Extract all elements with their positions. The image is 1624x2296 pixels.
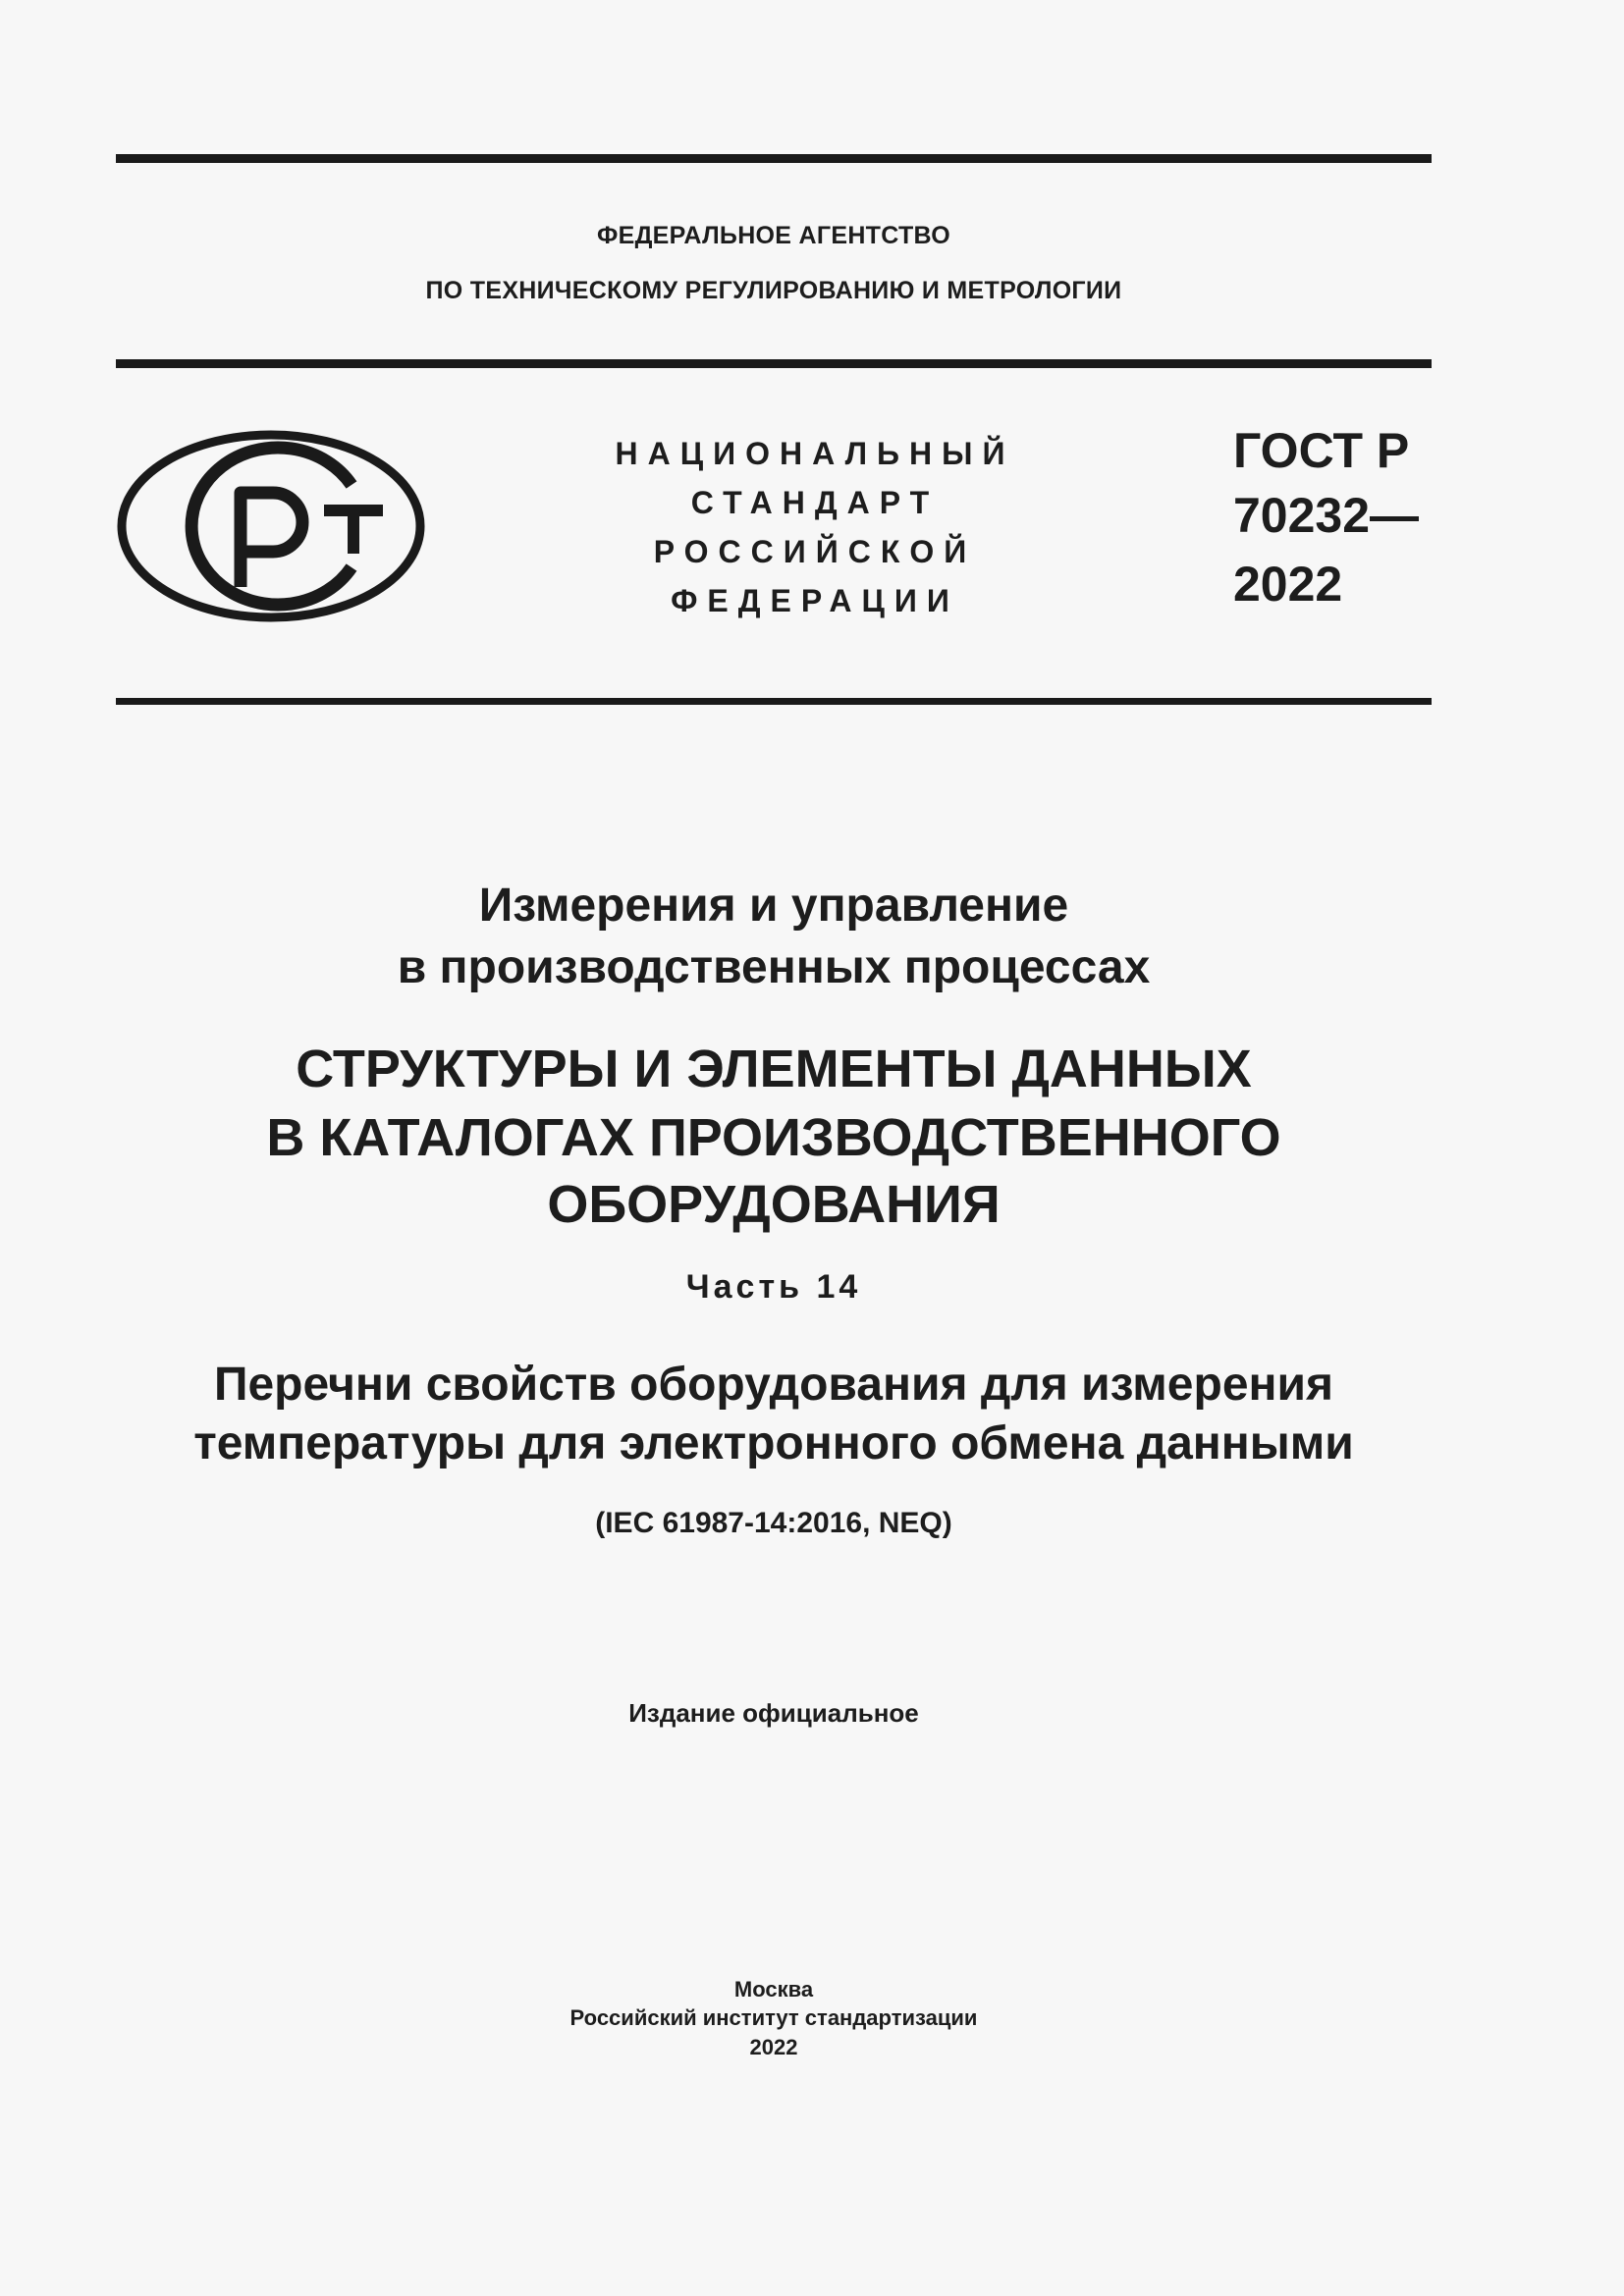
subtitle-line-2: в производственных процессах <box>397 941 1151 993</box>
agency-line-1: ФЕДЕРАЛЬНОЕ АГЕНТСТВО <box>596 222 951 249</box>
national-line-4: ФЕДЕРАЦИИ <box>671 583 959 618</box>
imprint-city: Москва <box>733 1977 814 2002</box>
part-number: Часть 14 <box>685 1268 862 1306</box>
title-line-3: ОБОРУДОВАНИЯ <box>547 1175 1001 1234</box>
header-rule <box>116 359 1432 368</box>
imprint-publisher: Российский институт стандартизации <box>569 2005 978 2030</box>
imprint-year: 2022 <box>749 2035 798 2059</box>
top-rule <box>116 154 1432 163</box>
national-line-2: СТАНДАРТ <box>690 485 940 520</box>
national-line-1: НАЦИОНАЛЬНЫЙ <box>615 436 1015 471</box>
rst-certification-mark-icon <box>116 428 426 624</box>
gost-designation-line-2: 70232— <box>1233 488 1420 543</box>
part-title-line-2: температуры для электронного обмена данными <box>193 1417 1354 1469</box>
part-title-line-1: Перечни свойств оборудования для измерения <box>213 1359 1334 1411</box>
subtitle-line-1: Измерения и управление <box>478 880 1069 932</box>
gost-designation-line-3: 2022 <box>1233 557 1343 612</box>
iec-reference: (IEC 61987-14:2016, NEQ) <box>595 1507 952 1539</box>
gost-designation-line-1: ГОСТ Р <box>1233 423 1410 478</box>
agency-line-2: ПО ТЕХНИЧЕСКОМУ РЕГУЛИРОВАНИЮ И МЕТРОЛОГИИ <box>425 277 1122 304</box>
title-line-1: СТРУКТУРЫ И ЭЛЕМЕНТЫ ДАННЫХ <box>296 1040 1252 1098</box>
title-line-2: В КАТАЛОГАХ ПРОИЗВОДСТВЕННОГО <box>266 1108 1281 1167</box>
national-line-3: РОССИЙСКОЙ <box>653 534 977 569</box>
standard-block-rule <box>116 698 1432 705</box>
edition-label: Издание официальное <box>628 1698 919 1728</box>
